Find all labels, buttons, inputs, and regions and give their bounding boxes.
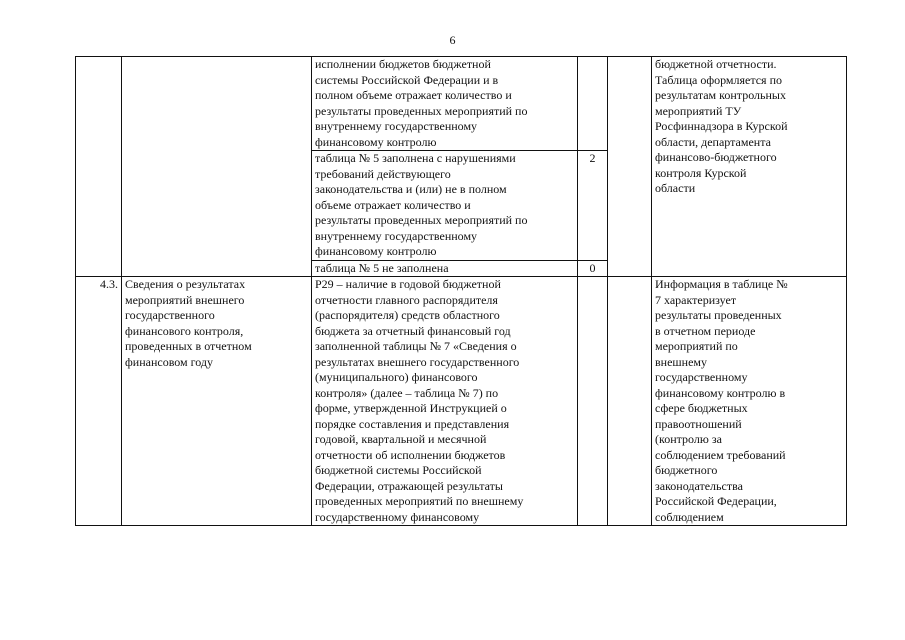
table-row — [76, 57, 847, 151]
criteria-table — [75, 56, 847, 526]
row-number-cell: 4.3. — [76, 277, 122, 526]
note-cell: Информация в таблице № 7 характеризует результаты проведенных в отчетном периоде мероприятий по внешнему государственному финансовому контролю в сфере бюджетных правоотношений (контролю за соблюдением требований бюджетного законодательства Российской Федерации, соблюдением — [652, 277, 847, 526]
indicator-name-cell: Сведения о результатах мероприятий внешнего государственного финансового контроля, проведенных в отчетном финансовом году — [122, 277, 312, 526]
criteria-cell: таблица № 5 заполнена с нарушениями требований действующего законодательства и (или) не в полном объеме отражает количество и результаты проведенных мероприятий по внутреннему государственному финансовому контролю — [312, 151, 578, 261]
criteria-cell: исполнении бюджетов бюджетной системы Российской Федерации и в полном объеме отражает количество и результаты проведенных мероприятий по внутреннему государственному финансовому контролю — [312, 57, 578, 151]
criteria-cell: P29 – наличие в годовой бюджетной отчетности главного распорядителя (распорядителя) средств областного бюджета за отчетный финансовый год заполненной таблицы № 7 «Сведения о результатах внешнего государственного (муниципального) финансового контроля» (далее – таблица № 7) по форме, утвержденной Инструкцией о порядке составления и представления годовой, квартальной и месячной отчетности об исполнении бюджетов бюджетной системы Российской Федерации, отражающей результаты проведенных мероприятий по внешнему государственному финансовому — [312, 277, 578, 526]
score-cell: 0 — [578, 260, 608, 277]
empty-cell — [608, 277, 652, 526]
table-row — [76, 277, 847, 526]
empty-cell — [608, 57, 652, 277]
score-cell: 2 — [578, 151, 608, 261]
note-cell: бюджетной отчетности. Таблица оформляется по результатам контрольных мероприятий ТУ Росфиннадзора в Курской области, департамента финансово-бюджетного контроля Курской области — [652, 57, 847, 277]
score-cell — [578, 277, 608, 526]
page-number: 6 — [449, 33, 456, 47]
indicator-name-cell — [122, 57, 312, 277]
score-cell — [578, 57, 608, 151]
criteria-cell: таблица № 5 не заполнена — [312, 260, 578, 277]
row-number-cell — [76, 57, 122, 277]
